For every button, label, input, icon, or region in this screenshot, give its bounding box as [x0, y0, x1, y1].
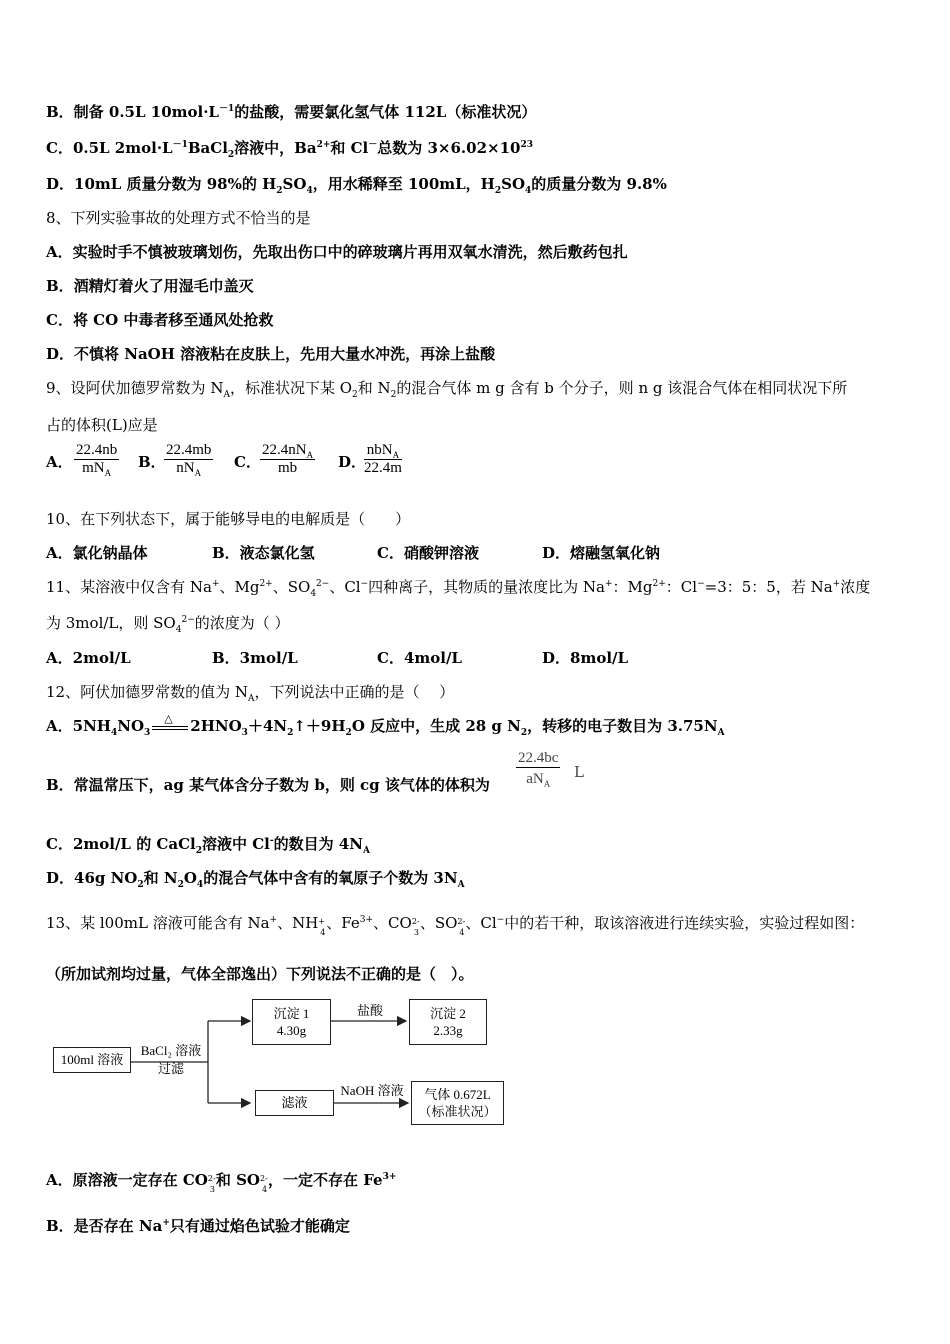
q11-options: [46, 648, 746, 668]
gas-box: [411, 1081, 504, 1125]
q11-option-b: B．3mol/L: [212, 649, 298, 667]
q12-option-b-unit: L: [574, 763, 584, 781]
q12-option-b: B．常温常压下，ag 某气体含分子数为 b，则 cg 该气体的体积为: [46, 776, 490, 794]
q9-option-c-fraction: $22.4nN_A$ mb: [262, 442, 314, 476]
precipitate-1-name: 沉淀 1: [273, 1006, 310, 1021]
q9-options: [46, 442, 446, 482]
q9-option-d-fraction: nbN$_A$ 22.4m: [364, 442, 402, 476]
q13-stem-line2: （所加试剂均过量，气体全部逸出）下列说法不正确的是（ ）。: [46, 965, 474, 983]
q12-option-b-fraction: 22.4bc $aN_A$: [518, 750, 559, 789]
precipitate-1-box: [252, 999, 331, 1045]
q7-option-c: C．0.5L $2mol\cdot L^{-1}BaCl_2$溶液中，$Ba^{2+}$和 Cl－总数为 $3\times 6.02\times 10^{23}$: [46, 139, 534, 160]
q9-option-a-fraction: 22.4nb $mN_A$: [76, 442, 118, 478]
reagent-hcl-label: 盐酸: [356, 1003, 383, 1018]
gas-volume: 气体 0.672L: [424, 1087, 491, 1102]
q10-option-b: B．液态氯化氢: [212, 544, 315, 562]
q12-option-a: A．$5NH_4NO_3$ △ $2HNO_3+4N_2↑+9H_2O$ 反应中，生成 28 g $N_2$，转移的电子数目为 $3.75N_A$: [46, 716, 725, 737]
q11-stem-line1: 11、某溶液中仅含有 Na+、$Mg^{2+}$、$SO_4^{2-}$、Cl−四种离子，其物质的量浓度比为 Na+：$Mg^{2+}$：Cl−=3：5：5，若 Na+浓度: [46, 578, 871, 599]
q8-option-d: D．不慎将 NaOH 溶液粘在皮肤上，先用大量水冲洗，再涂上盐酸: [46, 345, 496, 363]
gas-condition: （标准状况）: [418, 1104, 497, 1119]
q12-stem: 12、阿伏加德罗常数的值为 $N_A$，下列说法中正确的是（ ）: [46, 683, 455, 704]
start-solution-box: 100ml 溶液: [53, 1047, 131, 1073]
precipitate-1-mass: 4.30g: [276, 1023, 307, 1038]
reagent-naoh-label: NaOH 溶液: [340, 1083, 404, 1098]
q8-option-b: B．酒精灯着火了用湿毛巾盖灭: [46, 277, 254, 295]
q11-option-c: C．4mol/L: [377, 649, 462, 667]
q9-option-b: B．: [138, 453, 166, 471]
q9-stem-line2: 占的体积(L)应是: [46, 416, 158, 434]
q7-option-d: D．10mL 质量分数为 98%的 $H_2SO_4$，用水稀释至 100mL，$H_2SO_4$的质量分数为 9.8%: [46, 175, 667, 196]
q9-stem-line1: 9、设阿伏加德罗常数为 $N_A$，标准状况下某 $O_2$和 $N_2$的混合气体 m g 含有 b 个分子，则 n g 该混合气体在相同状况下所: [46, 379, 848, 400]
precipitate-2-mass: 2.33g: [433, 1023, 463, 1038]
q12-option-d: D．46g $NO_2$和 $N_2O_4$的混合气体中含有的氧原子个数为 $3N_A$: [46, 869, 465, 890]
q9-option-d: D．: [338, 453, 367, 471]
q7-option-b: B．制备 0.5L $10mol\cdot L^{-1}$的盐酸，需要氯化氢气体 112L（标准状况）: [46, 103, 537, 121]
q11-option-a: A．2mol/L: [46, 649, 131, 667]
q9-option-c: C．: [234, 453, 261, 471]
heat-triangle-icon: △: [164, 712, 173, 725]
q13-stem-line1: 13、某 l00mL 溶液可能含有 Na+、NH + 4 、$Fe^{3+}$、CO 2- 3 、SO 2- 4 、Cl−中的若干种，取该溶液进行连续实验，实验过程如图：: [46, 914, 865, 937]
reagent-bacl2-label: BaCl₂ 溶液: [140, 1043, 202, 1058]
q10-option-a: A．氯化钠晶体: [46, 544, 148, 562]
q10-options: [46, 543, 746, 563]
q9-option-b-fraction: 22.4mb $nN_A$: [166, 442, 212, 478]
q12-option-c: C．2mol/L 的 CaCl$_2$溶液中 Cl-的数目为 $4N_A$: [46, 835, 370, 856]
q9-option-a: A．: [46, 453, 73, 471]
q13-option-a: A．原溶液一定存在 CO 2- 3 和 SO 2- 4 ，一定不存在 $Fe^{3+}$: [46, 1171, 397, 1194]
q8-option-a: A．实验时手不慎被玻璃划伤，先取出伤口中的碎玻璃片再用双氧水清洗，然后敷药包扎: [46, 243, 628, 261]
q10-option-c: C．硝酸钾溶液: [377, 544, 479, 562]
filter-label: 过滤: [157, 1061, 184, 1076]
q10-option-d: D．熔融氢氧化钠: [542, 544, 661, 562]
q11-option-d: D．8mol/L: [542, 649, 629, 667]
q8-option-c: C．将 CO 中毒者移至通风处抢救: [46, 311, 274, 329]
precipitate-2-box: [409, 999, 487, 1045]
q8-stem: 8、下列实验事故的处理方式不恰当的是: [46, 209, 311, 227]
q13-option-b: B．是否存在 Na+只有通过焰色试验才能确定: [46, 1217, 350, 1235]
precipitate-2-name: 沉淀 2: [430, 1006, 466, 1021]
filtrate-box: 滤液: [255, 1090, 334, 1116]
q10-stem: 10、在下列状态下，属于能够导电的电解质是（ ）: [46, 510, 411, 528]
q13-flow-diagram: [50, 995, 520, 1130]
heat-condition-arrow: [150, 712, 190, 737]
q11-stem-line2: 为 3mol/L，则 $SO_4^{2-}$的浓度为（ ）: [46, 614, 290, 635]
